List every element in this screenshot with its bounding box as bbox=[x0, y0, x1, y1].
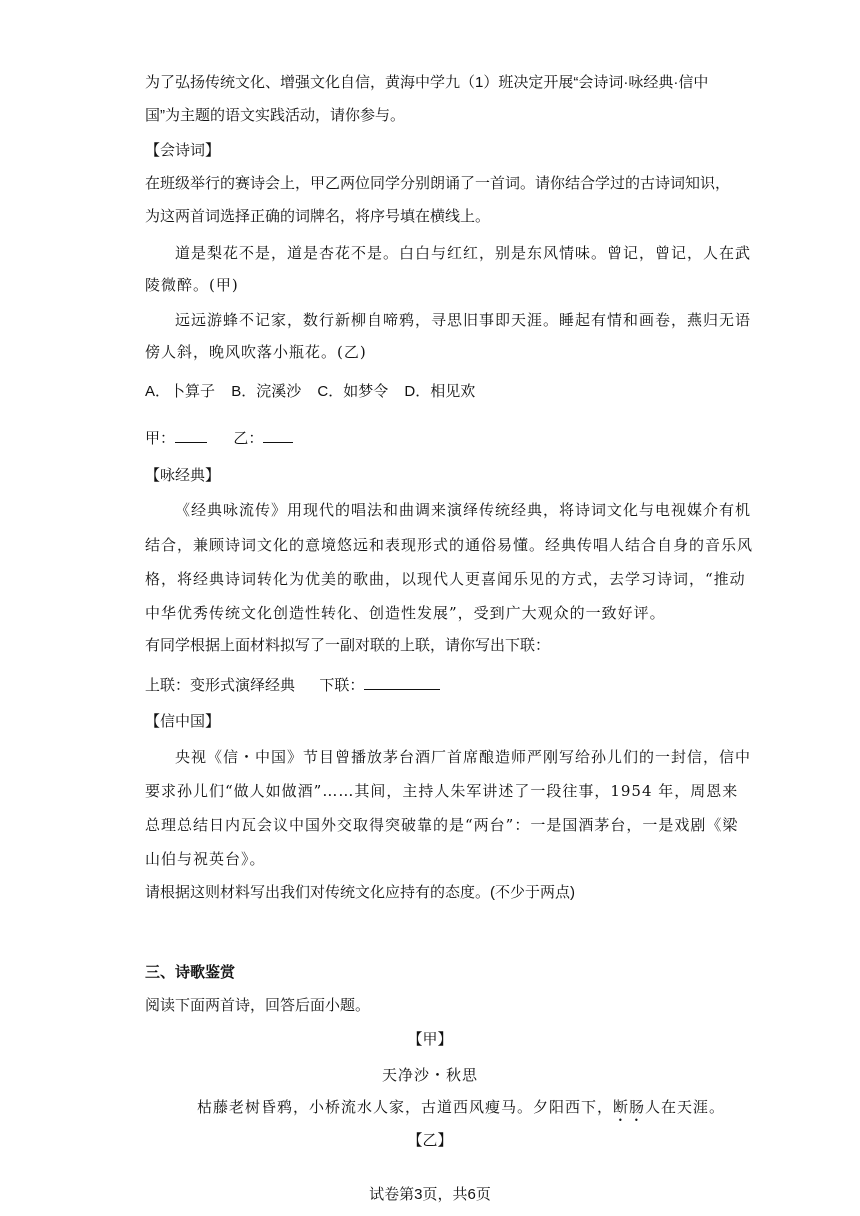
poem-emphasis: 断肠 bbox=[613, 1098, 646, 1116]
couplet-row bbox=[145, 675, 440, 697]
answer-options bbox=[145, 381, 487, 403]
poem-label-yi: 【乙】 bbox=[407, 1132, 453, 1149]
answer-row bbox=[145, 428, 293, 450]
section-heading-classics: 【咏经典】 bbox=[145, 467, 221, 484]
couplet-lower-label: 下联： bbox=[319, 677, 365, 694]
poem-text bbox=[197, 1096, 725, 1125]
classics-para-line-3: 格，将经典诗词转化为优美的歌曲，以现代人更喜闻乐见的方式，去学习诗词，“推动 bbox=[145, 570, 746, 588]
couplet-upper: 上联：变形式演绎经典 bbox=[145, 677, 296, 694]
section-heading-letter: 【信中国】 bbox=[145, 713, 221, 730]
option-b: B．浣溪沙 bbox=[231, 383, 302, 400]
poetry-instruction-1: 在班级举行的赛诗会上，甲乙两位同学分别朗诵了一首词。请你结合学过的古诗词知识， bbox=[145, 175, 731, 192]
poem-yi-line-1: 远远游蜂不记家，数行新柳自啼鸦，寻思旧事即天涯。睡起有情和画卷，燕归无语 bbox=[175, 311, 752, 329]
poem-text-a: 枯藤老树昏鸦，小桥流水人家，古道西风瘦马。夕阳西下， bbox=[197, 1098, 614, 1116]
letter-para-line-3: 总理总结日内瓦会议中国外交取得突破靠的是“两台”：一是国酒茅台，一是戏剧《梁 bbox=[145, 816, 739, 834]
poetry-instruction-2: 为这两首词选择正确的词牌名，将序号填在横线上。 bbox=[145, 208, 491, 225]
intro-line-2: 国”为主题的语文实践活动，请你参与。 bbox=[145, 107, 405, 124]
letter-para-line-2: 要求孙儿们“做人如做酒”……其间，主持人朱军讲述了一段往事，1954 年，周恩来 bbox=[145, 782, 739, 800]
option-d: D．相见欢 bbox=[404, 383, 476, 400]
poem-title: 天净沙・秋思 bbox=[381, 1066, 478, 1084]
poem-label-jia: 【甲】 bbox=[407, 1031, 453, 1048]
section-heading-poetry: 【会诗词】 bbox=[145, 142, 221, 159]
answer-jia-label: 甲： bbox=[145, 430, 176, 447]
option-a: A．卜算子 bbox=[145, 383, 216, 400]
page-footer: 试卷第3页，共6页 bbox=[369, 1186, 491, 1203]
letter-para-line-4: 山伯与祝英台》。 bbox=[145, 850, 266, 868]
poem-text-b: 人在天涯。 bbox=[645, 1098, 726, 1116]
couplet-question: 有同学根据上面材料拟写了一副对联的上联，请你写出下联： bbox=[145, 637, 551, 654]
letter-para-line-1: 央视《信・中国》节目曾播放茅台酒厂首席酿造师严刚写给孙儿们的一封信，信中 bbox=[175, 748, 752, 766]
intro-line-1: 为了弘扬传统文化、增强文化自信，黄海中学九（1）班决定开展“会诗词·咏经典·信中 bbox=[145, 74, 709, 91]
classics-para-line-1: 《经典咏流传》用现代的唱法和曲调来演绎传统经典，将诗词文化与电视媒介有机 bbox=[175, 501, 752, 519]
classics-para-line-2: 结合，兼顾诗词文化的意境悠远和表现形式的通俗易懂。经典传唱人结合自身的音乐风 bbox=[145, 536, 754, 554]
classics-para-line-4: 中华优秀传统文化创造性转化、创造性发展”，受到广大观众的一致好评。 bbox=[145, 604, 666, 622]
poem-jia-line-2: 陵微醉。(甲) bbox=[145, 276, 239, 294]
part3-instruction: 阅读下面两首诗，回答后面小题。 bbox=[145, 997, 371, 1014]
poem-jia-line-1: 道是梨花不是，道是杏花不是。白白与红红，别是东风情味。曾记，曾记，人在武 bbox=[175, 244, 752, 262]
part-heading-poetry-appreciation: 三、诗歌鉴赏 bbox=[145, 964, 236, 981]
couplet-lower-blank[interactable] bbox=[364, 675, 440, 690]
letter-question: 请根据这则材料写出我们对传统文化应持有的态度。(不少于两点) bbox=[145, 884, 575, 901]
answer-yi-blank[interactable] bbox=[263, 428, 293, 443]
answer-yi-label: 乙： bbox=[233, 430, 264, 447]
poem-yi-line-2: 傍人斜，晚风吹落小瓶花。(乙) bbox=[145, 343, 367, 361]
answer-jia-blank[interactable] bbox=[175, 428, 207, 443]
option-c: C．如梦令 bbox=[317, 383, 389, 400]
